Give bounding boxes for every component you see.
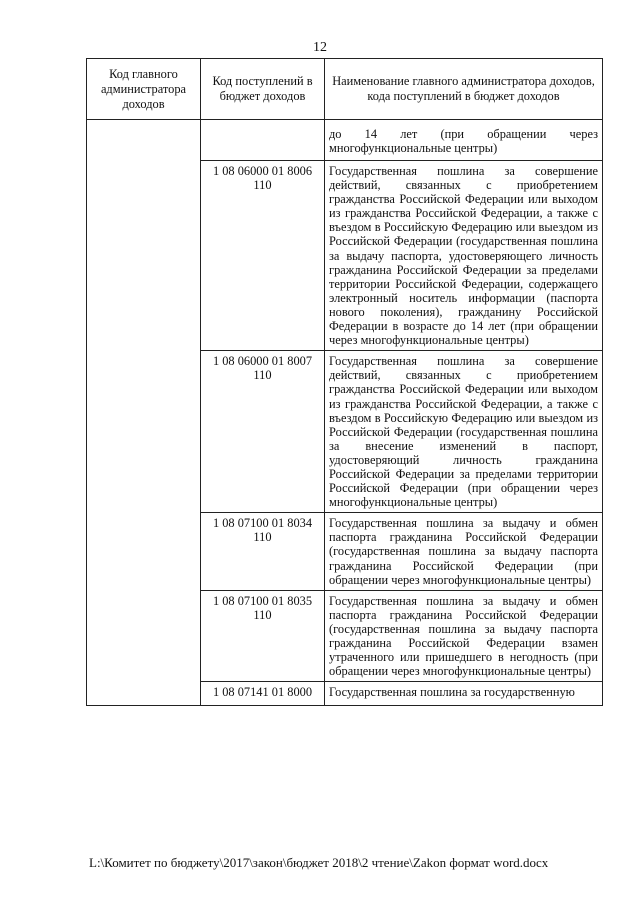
page-number: 12	[313, 40, 327, 55]
revenue-code-cell	[201, 120, 325, 161]
revenue-code-cell: 1 08 07100 01 8034 110	[201, 513, 325, 590]
header-name: Наименование главного администратора доходов, кода поступлений в бюджет доходов	[325, 59, 603, 120]
revenue-code-cell: 1 08 06000 01 8006 110	[201, 161, 325, 351]
revenue-name-cell: Государственная пошлина за выдачу и обмен паспорта гражданина Российской Федерации (государственная пошлина за выдачу паспорта гражданина Российской Федерации взамен утраченного или пришедшего в негодность (при обращении через многофункциональные центры)	[325, 590, 603, 682]
table-row	[87, 120, 603, 161]
footer-file-path: L:\Комитет по бюджету\2017\закон\бюджет 2018\2 чтение\Zakon формат word.docx	[89, 855, 549, 870]
budget-revenue-table	[86, 58, 603, 706]
table-header-row	[87, 59, 603, 120]
revenue-name-cell: Государственная пошлина за совершение действий, связанных с приобретением гражданства Российской Федерации или выходом из гражданства Российской Федерации, а также с въездом в Российскую Федерацию или выездом из Российской Федерации (государственная пошлина за внесение изменений в паспорт, удостоверяющий личность гражданина Российской Федерации за пределами территории Российской Федерации (при обращении через многофункциональные центры)	[325, 351, 603, 513]
revenue-name-cell: Государственная пошлина за государственную	[325, 682, 603, 706]
revenue-code-cell: 1 08 07141 01 8000	[201, 682, 325, 706]
revenue-code-cell: 1 08 06000 01 8007 110	[201, 351, 325, 513]
header-admin-code: Код главного администратора доходов	[87, 59, 201, 120]
revenue-name-cell: до 14 лет (при обращении через многофункциональные центры)	[325, 120, 603, 161]
admin-code-cell	[87, 120, 201, 706]
header-revenue-code: Код поступлений в бюджет доходов	[201, 59, 325, 120]
revenue-name-cell: Государственная пошлина за совершение действий, связанных с приобретением гражданства Российской Федерации или выходом из гражданства Российской Федерации, а также с въездом в Российскую Федерацию или выездом из Российской Федерации (государственная пошлина за выдачу паспорта, удостоверяющего личность гражданина Российской Федерации за пределами территории Российской Федерации, содержащего электронный носитель информации (паспорта нового поколения), гражданину Российской Федерации в возрасте до 14 лет (при обращении через многофункциональные центры)	[325, 161, 603, 351]
revenue-name-cell: Государственная пошлина за выдачу и обмен паспорта гражданина Российской Федерации (государственная пошлина за выдачу паспорта гражданина Российской Федерации (при обращении через многофункциональные центры)	[325, 513, 603, 590]
revenue-code-cell: 1 08 07100 01 8035 110	[201, 590, 325, 682]
